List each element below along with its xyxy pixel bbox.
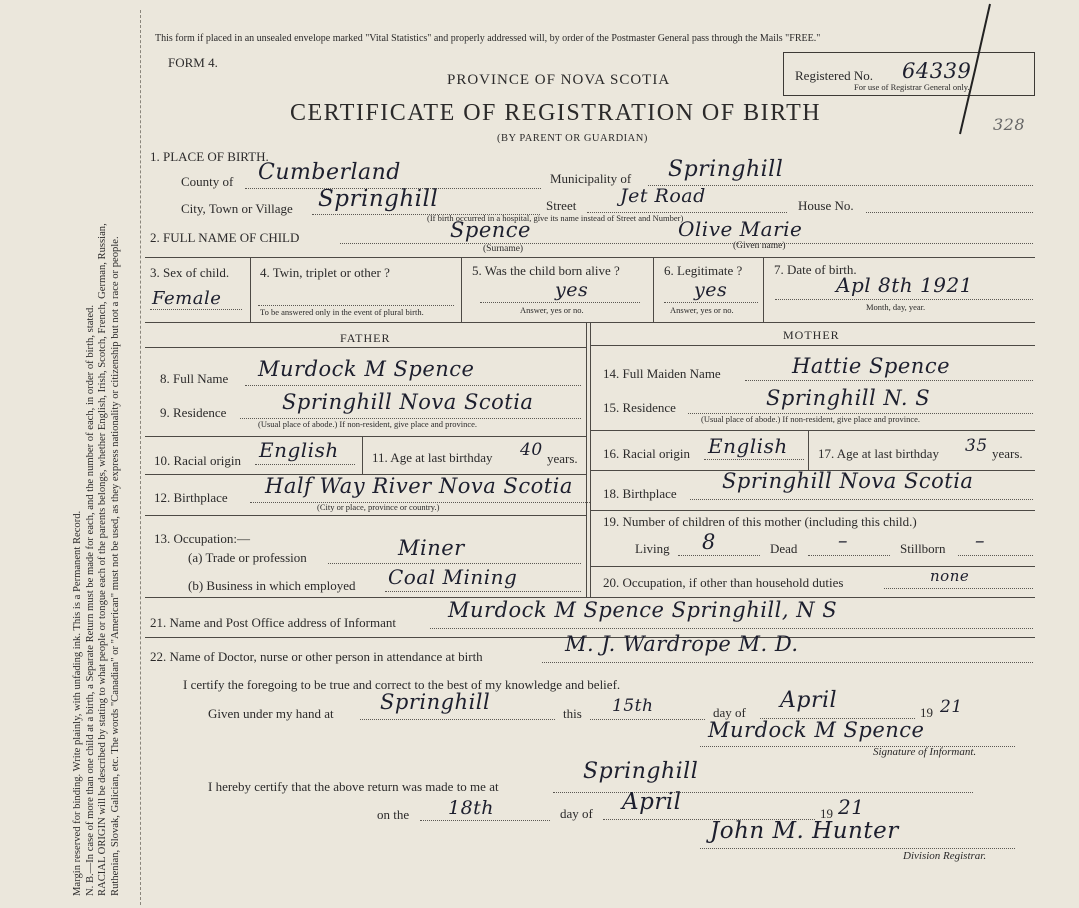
mother-birthplace-label: 18. Birthplace <box>603 486 677 501</box>
divider <box>590 510 1035 511</box>
registrar-statement: I hereby certify that the above return was made to me at <box>208 779 499 794</box>
surname-caption: (Surname) <box>483 244 524 254</box>
county-value: Cumberland <box>258 160 401 185</box>
father-years: years. <box>547 451 578 466</box>
alive-label: 5. Was the child born alive ? <box>472 263 620 278</box>
divider <box>362 436 363 474</box>
divider <box>461 257 462 322</box>
mother-years: years. <box>992 446 1023 461</box>
trade-label: (a) Trade or profession <box>188 550 307 565</box>
child-given-name: Olive Marie <box>678 217 803 241</box>
this-label: this <box>563 706 582 721</box>
father-racial-label: 10. Racial origin <box>154 453 242 468</box>
divider <box>145 347 586 348</box>
living-line <box>678 555 760 556</box>
registered-number: 64339 <box>902 59 972 83</box>
father-birthplace-caption: (City or place, province or country.) <box>317 502 440 512</box>
divider <box>145 257 1035 258</box>
divider <box>145 515 586 516</box>
day-of-label: day of <box>713 705 746 720</box>
business-label: (b) Business in which employed <box>188 578 356 593</box>
trade-line <box>328 563 581 564</box>
divider <box>653 257 654 322</box>
registrar-signature-line <box>700 848 1015 849</box>
divider <box>808 430 809 470</box>
mother-children-label: 19. Number of children of this mother (including this child.) <box>603 514 917 529</box>
binding-margin-line <box>140 10 141 905</box>
father-birthplace-value: Half Way River Nova Scotia <box>265 474 573 498</box>
divider <box>590 345 1035 346</box>
sex-line <box>150 309 242 310</box>
stillborn-value: – <box>975 530 985 552</box>
father-residence-value: Springhill Nova Scotia <box>282 390 534 414</box>
dead-label: Dead <box>770 541 798 556</box>
hospital-note: (If birth occurred in a hospital, give its name instead of Street and Number) <box>427 213 684 223</box>
side-number: 328 <box>993 115 1026 134</box>
dead-value: – <box>838 530 848 552</box>
date-label: 7. Date of birth. <box>774 262 857 277</box>
father-residence-caption: (Usual place of abode.) If non-resident, give place and province. <box>258 419 478 429</box>
on-the-label: on the <box>377 807 410 822</box>
mother-occupation-line <box>884 588 1033 589</box>
twin-label: 4. Twin, triplet or other ? <box>260 265 390 280</box>
county-label: County of <box>181 174 234 189</box>
father-occupation-label: 13. Occupation:— <box>154 531 251 546</box>
registrar-day-line <box>420 820 550 821</box>
registrar-place-line <box>553 792 973 793</box>
mother-name-label: 14. Full Maiden Name <box>603 366 721 381</box>
doctor-label: 22. Name of Doctor, nurse or other person in attendance at birth <box>150 649 483 664</box>
divider <box>590 430 1035 431</box>
city-label: City, Town or Village <box>181 201 293 216</box>
form-number: FORM 4. <box>168 55 218 70</box>
registrar-year-prefix: 19 <box>820 806 833 821</box>
father-name-line <box>245 385 581 386</box>
business-value: Coal Mining <box>388 565 518 589</box>
mother-birthplace-line <box>690 499 1033 500</box>
father-racial-line <box>255 464 355 465</box>
city-value: Springhill <box>318 186 439 212</box>
mother-occupation-value: none <box>930 567 970 585</box>
registrar-month: April <box>622 789 682 815</box>
mother-residence-caption: (Usual place of abode.) If non-resident, give place and province. <box>701 414 921 424</box>
year-suffix: 21 <box>940 697 963 717</box>
mother-name-line <box>745 380 1033 381</box>
legit-line <box>664 302 758 303</box>
margin-note: Ruthenian, Slovak, Galician, etc. The words "Canadian" or "American" must not be used, as they express nationality or citizenship but not a race or people. <box>109 236 121 896</box>
mail-notice: This form if placed in an unsealed envelope marked "Vital Statistics" and properly addressed will, by order of the Postmaster General pass through the Mails "FREE." <box>155 33 821 44</box>
legit-label: 6. Legitimate ? <box>664 263 743 278</box>
sex-label: 3. Sex of child. <box>150 265 230 280</box>
check-mark <box>930 0 1000 140</box>
informant-label: 21. Name and Post Office address of Informant <box>150 615 396 630</box>
parents-divider <box>586 322 587 597</box>
registrar-day: 18th <box>448 797 495 819</box>
registrar-place: Springhill <box>583 759 699 784</box>
given-under-label: Given under my hand at <box>208 706 334 721</box>
living-value: 8 <box>702 530 716 554</box>
child-name-line <box>340 243 1033 244</box>
mother-age-value: 35 <box>965 436 988 456</box>
parents-divider <box>590 322 591 597</box>
legit-value: yes <box>694 279 728 301</box>
divider <box>763 257 764 322</box>
house-line <box>866 212 1033 213</box>
given-place-line <box>360 719 555 720</box>
child-surname: Spence <box>450 218 531 242</box>
registrar-signature: John M. Hunter <box>710 818 899 844</box>
stillborn-line <box>958 555 1033 556</box>
alive-caption: Answer, yes or no. <box>520 305 584 315</box>
father-racial-value: English <box>259 438 339 462</box>
registrar-year-suffix: 21 <box>838 795 865 819</box>
registrar-use-note: For use of Registrar General only. <box>854 82 970 92</box>
dead-line <box>808 555 890 556</box>
margin-note: RACIAL ORIGIN will be described by stating to what people or tongue each of the parents belongs, whether English, Irish, Scotch, French, German, Russian, <box>97 223 109 896</box>
date-caption: Month, day, year. <box>866 302 926 312</box>
mother-occupation-label: 20. Occupation, if other than household duties <box>603 575 844 590</box>
father-heading: FATHER <box>340 331 391 345</box>
father-name-label: 8. Full Name <box>160 371 229 386</box>
margin-note: Margin reserved for binding. Write plainly, with unfading ink. This is a Permanent Record. <box>72 510 83 896</box>
this-day-line <box>590 719 705 720</box>
twin-line <box>258 305 454 306</box>
registered-label: Registered No. <box>795 68 873 83</box>
divider <box>145 436 586 437</box>
cert-month: April <box>780 688 838 713</box>
date-value: Apl 8th 1921 <box>836 273 973 297</box>
sex-value: Female <box>152 288 222 309</box>
mother-heading: MOTHER <box>783 328 840 342</box>
certify-statement: I certify the foregoing to be true and correct to the best of my knowledge and belief. <box>183 677 621 692</box>
certificate-subtitle: (BY PARENT OR GUARDIAN) <box>497 133 648 144</box>
father-age-label: 11. Age at last birthday <box>372 450 493 465</box>
given-caption: (Given name) <box>733 241 786 251</box>
divider <box>250 257 251 322</box>
year-prefix: 19 <box>920 705 933 720</box>
father-age-value: 40 <box>520 440 543 460</box>
margin-note: N. B.—In case of more than one child at a birth, a Separate Return must be made for each, and the number of each, in order of birth, stated. <box>84 305 96 896</box>
mother-racial-label: 16. Racial origin <box>603 446 691 461</box>
informant-value: Murdock M Spence Springhill, N S <box>448 598 838 622</box>
child-name-label: 2. FULL NAME OF CHILD <box>150 230 300 245</box>
registrar-caption: Division Registrar. <box>903 850 987 862</box>
mother-age-label: 17. Age at last birthday <box>818 446 939 461</box>
house-label: House No. <box>798 198 854 213</box>
street-value: Jet Road <box>620 185 706 207</box>
mother-residence-label: 15. Residence <box>603 400 676 415</box>
mother-residence-value: Springhill N. S <box>766 386 931 410</box>
municipality-value: Springhill <box>668 157 784 182</box>
father-name-value: Murdock M Spence <box>258 357 475 381</box>
margin-notes <box>72 16 122 896</box>
mother-name-value: Hattie Spence <box>792 354 951 378</box>
living-label: Living <box>635 541 670 556</box>
stillborn-label: Stillborn <box>900 541 946 556</box>
given-place: Springhill <box>380 690 491 714</box>
registrar-day-of-label: day of <box>560 806 593 821</box>
father-residence-label: 9. Residence <box>160 405 227 420</box>
mother-birthplace-value: Springhill Nova Scotia <box>722 469 974 493</box>
date-line <box>775 299 1033 300</box>
informant-line <box>430 628 1033 629</box>
legit-caption: Answer, yes or no. <box>670 305 734 315</box>
informant-signature: Murdock M Spence <box>708 718 925 742</box>
doctor-line <box>542 662 1033 663</box>
certificate-title: CERTIFICATE OF REGISTRATION OF BIRTH <box>290 100 822 126</box>
doctor-value: M. J. Wardrope M. D. <box>565 632 799 656</box>
father-birthplace-label: 12. Birthplace <box>154 490 228 505</box>
alive-value: yes <box>555 279 589 301</box>
trade-value: Miner <box>398 536 465 560</box>
street-label: Street <box>546 198 577 213</box>
place-of-birth-label: 1. PLACE OF BIRTH. <box>150 149 269 164</box>
business-line <box>385 591 581 592</box>
alive-line <box>480 302 640 303</box>
twin-note: To be answered only in the event of plural birth. <box>260 307 424 317</box>
mother-racial-line <box>704 459 804 460</box>
province-title: PROVINCE OF NOVA SCOTIA <box>447 72 671 88</box>
signature-caption: Signature of Informant. <box>873 746 977 758</box>
municipality-label: Municipality of <box>550 171 632 186</box>
mother-racial-value: English <box>708 434 788 458</box>
this-day: 15th <box>612 696 654 716</box>
